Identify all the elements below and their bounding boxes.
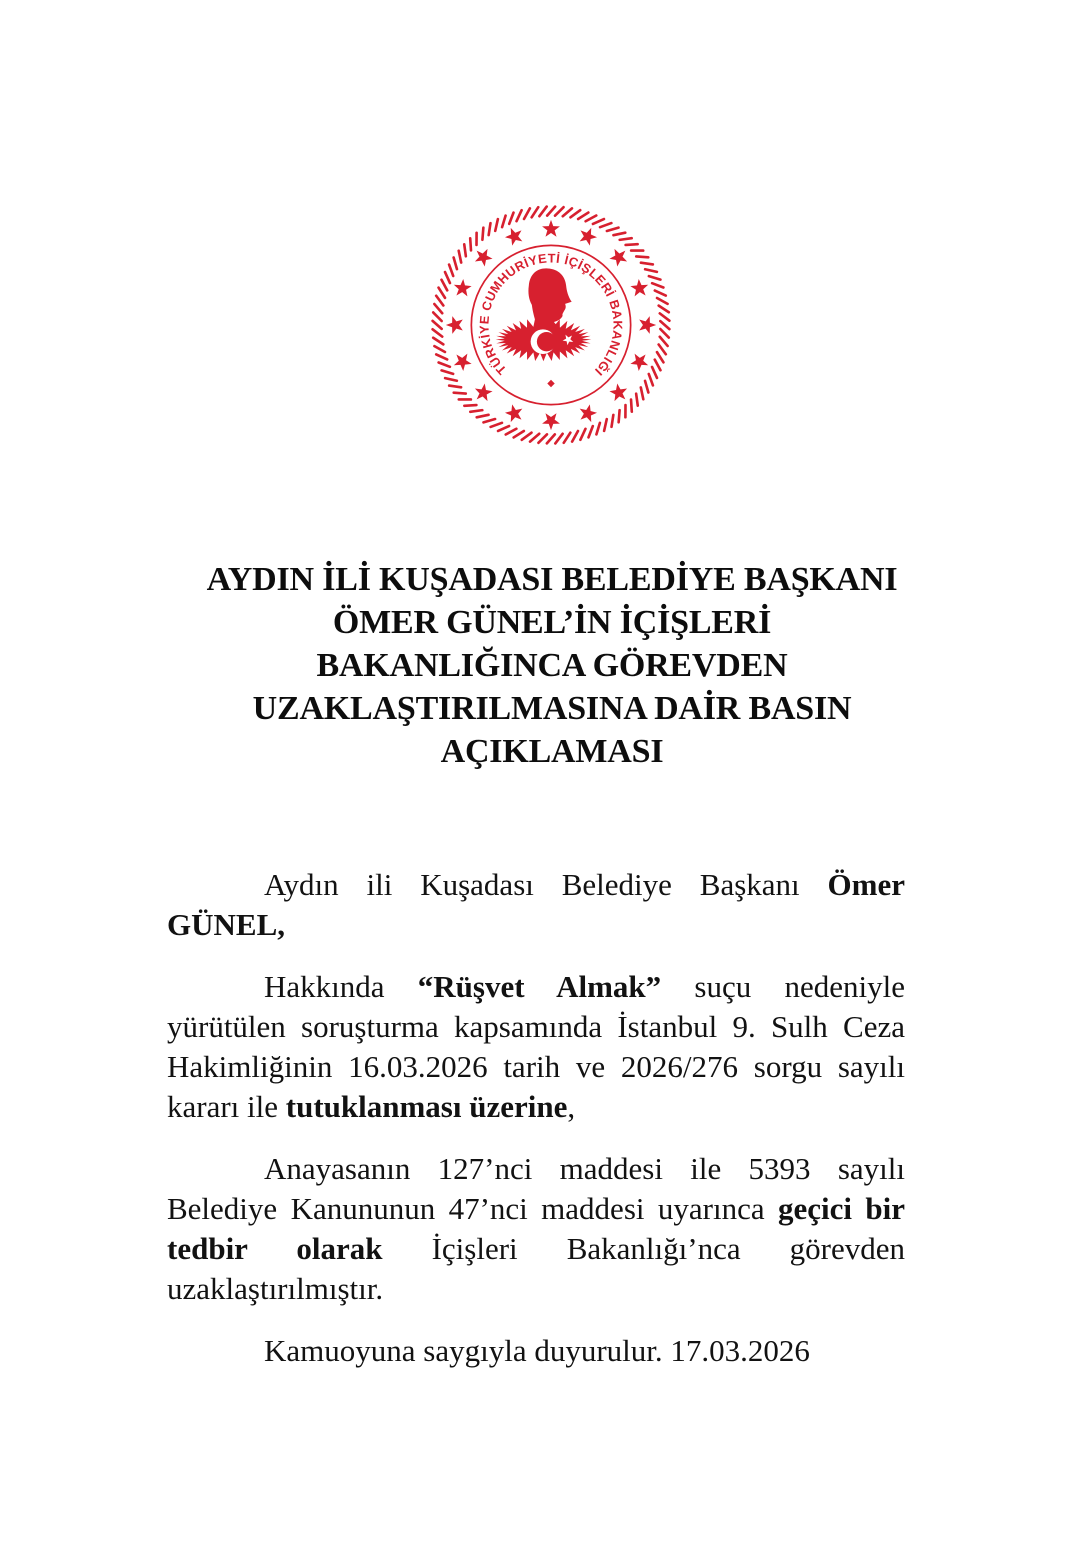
text-line [167, 1087, 905, 1127]
text-line [167, 1229, 905, 1269]
interior-ministry-seal-icon [430, 204, 672, 446]
title-line: BAKANLIĞINCA GÖREVDEN [316, 647, 788, 684]
bold-text-segment: “Rüşvet Almak” [417, 969, 662, 1004]
text-segment: Belediye Kanununun 47’nci maddesi uyarınca [167, 1191, 778, 1226]
text-line [167, 1047, 905, 1087]
bold-text-segment: geçici bir [777, 1191, 905, 1226]
text-segment: İçişleri Bakanlığı’nca görevden [382, 1231, 905, 1266]
paragraph [167, 967, 905, 1127]
text-segment: Kamuoyuna saygıyla duyurulur. 17.03.2026 [264, 1333, 810, 1368]
paragraph [167, 1149, 905, 1309]
text-line [167, 1149, 905, 1189]
text-line [167, 1189, 905, 1229]
text-segment: uzaklaştırılmıştır. [167, 1271, 384, 1306]
seal-container [0, 0, 1080, 446]
text-segment: Hakimliğinin 16.03.2026 tarih ve 2026/276 sorgu sayılı [167, 1049, 905, 1084]
bold-text-segment: tutuklanması üzerine [285, 1089, 568, 1124]
text-line [167, 1269, 905, 1309]
text-line [167, 967, 905, 1007]
text-line [167, 865, 905, 905]
text-segment: Anayasanın 127’nci maddesi ile 5393 sayılı [264, 1151, 905, 1186]
text-segment: , [567, 1089, 576, 1124]
title-line: UZAKLAŞTIRILMASINA DAİR BASIN [252, 690, 852, 727]
paragraph [167, 1331, 905, 1371]
document-title [12, 558, 1080, 773]
title-line: AYDIN İLİ KUŞADASI BELEDİYE BAŞKANI [206, 561, 898, 598]
svg-text:TÜRKİYE CUMHURİYETİ İÇİŞLERİ B: TÜRKİYE CUMHURİYETİ İÇİŞLERİ BAKANLIĞI [477, 251, 625, 379]
text-segment: yürütülen soruşturma kapsamında İstanbul 9. Sulh Ceza [167, 1009, 905, 1044]
paragraph [167, 865, 905, 945]
title-line: ÖMER GÜNEL’İN İÇİŞLERİ [332, 604, 772, 641]
text-line [167, 1331, 905, 1371]
document-body [167, 865, 905, 1371]
bold-text-segment: tedbir olarak [167, 1231, 383, 1266]
text-segment: Aydın ili Kuşadası Belediye Başkanı [264, 867, 828, 902]
bold-text-segment: Ömer [827, 867, 905, 902]
text-segment: Hakkında [264, 969, 418, 1004]
text-segment: suçu nedeniyle [661, 969, 905, 1004]
title-line: AÇIKLAMASI [440, 733, 664, 770]
text-line [167, 1007, 905, 1047]
text-segment: kararı ile [167, 1089, 286, 1124]
bold-text-segment: GÜNEL, [167, 907, 285, 942]
text-line [167, 905, 905, 945]
